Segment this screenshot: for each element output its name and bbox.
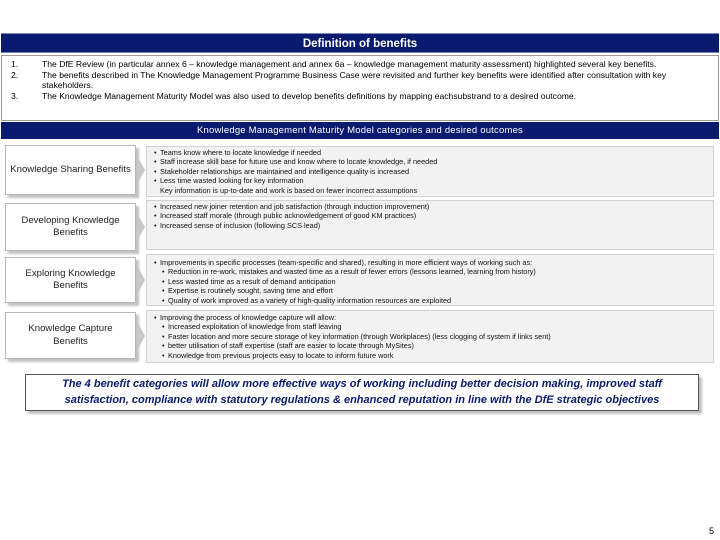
- intro-item-text: The DfE Review (in particular annex 6 – knowledge management and annex 6a – knowledge management maturity assessment) highlighted several key benefits.: [42, 59, 657, 69]
- outcome-item: Key information is up-to-date and work is based on fewer incorrect assumptions: [160, 185, 418, 195]
- intro-item-text: The benefits described in The Knowledge Management Programme Business Case were revisited and further key benefits were identified after consultation with key stakeholders.: [42, 69, 667, 91]
- outcome-item: • Teams know where to locate knowledge if needed: [154, 148, 707, 157]
- section-subtitle: Knowledge Management Maturity Model categories and desired outcomes: [1, 122, 719, 139]
- intro-item: [11, 91, 712, 102]
- category-knowledge-capture-outcomes: [146, 310, 714, 363]
- outcome-item: • Knowledge from previous projects easy to locate to inform future work: [154, 351, 707, 360]
- outcome-item: • Increased new joiner retention and job satisfaction (through induction improvement): [154, 202, 707, 211]
- outcome-item: • Increased sense of inclusion (following SCS lead): [154, 221, 707, 230]
- category-developing-knowledge: Developing Knowledge Benefits: [5, 203, 136, 251]
- outcome-item: • Improving the process of knowledge capture will allow:: [154, 313, 707, 322]
- intro-item: [11, 70, 712, 91]
- intro-item-number: 3.: [11, 90, 19, 101]
- intro-item-text: The Knowledge Management Maturity Model was also used to develop benefits definitions by mapping eachsubstrand to a desired outcome.: [42, 90, 577, 101]
- outcome-item: • Expertise is routinely sought, saving time and effort: [154, 286, 707, 295]
- category-knowledge-capture: Knowledge Capture Benefits: [5, 312, 136, 359]
- chevron-right-icon: [137, 156, 145, 184]
- chevron-right-icon: [137, 213, 145, 241]
- category-knowledge-sharing-outcomes: [146, 146, 714, 197]
- category-developing-knowledge-outcomes: [146, 200, 714, 250]
- intro-box: [1, 55, 719, 121]
- chevron-right-icon: [137, 322, 145, 350]
- chevron-right-icon: [137, 266, 145, 294]
- outcome-item: • Less wasted time as a result of demand anticipation: [154, 277, 707, 286]
- outcome-item: • Faster location and more secure storage of key information (through Workplaces) (less clogging of system if links sent): [154, 332, 707, 341]
- category-exploring-knowledge: Exploring Knowledge Benefits: [5, 257, 136, 303]
- outcome-item: • Increased exploitation of knowledge from staff leaving: [154, 322, 707, 331]
- page-title: Definition of benefits: [1, 33, 719, 53]
- category-knowledge-sharing: Knowledge Sharing Benefits: [5, 145, 136, 195]
- outcome-item: • Stakeholder relationships are maintained and intelligence quality is increased: [154, 167, 707, 176]
- category-exploring-knowledge-outcomes: [146, 254, 714, 306]
- outcome-item: • Quality of work improved as a variety of high-quality information resources are exploited: [154, 296, 707, 305]
- summary-statement: The 4 benefit categories will allow more effective ways of working including better decision making, improved staff satisfaction, compliance with statutory regulations & enhanced reputation in line with the DfE strategic objectives: [25, 374, 699, 411]
- intro-list: [2, 56, 718, 101]
- outcome-item: • Reduction in re-work, mistakes and wasted time as a result of fewer errors (lessons learned, learning from history): [154, 267, 707, 276]
- intro-item-number: 1.: [11, 59, 19, 69]
- intro-item: [11, 59, 712, 70]
- intro-item-number: 2.: [11, 69, 19, 80]
- outcome-item: • Improvements in specific processes (team-specific and shared), resulting in more efficient ways of working such as:: [154, 258, 707, 267]
- outcome-item: • Increased staff morale (through public acknowledgement of good KM practices): [154, 211, 707, 220]
- page-number: 5: [708, 526, 714, 536]
- outcome-item: • better utilisation of staff expertise (staff are easier to locate through MySites): [154, 341, 707, 350]
- outcome-item: • Staff increase skill base for future use and know where to locate knowledge, if needed: [154, 157, 707, 166]
- outcome-item: • Less time wasted looking for key information: [154, 176, 707, 185]
